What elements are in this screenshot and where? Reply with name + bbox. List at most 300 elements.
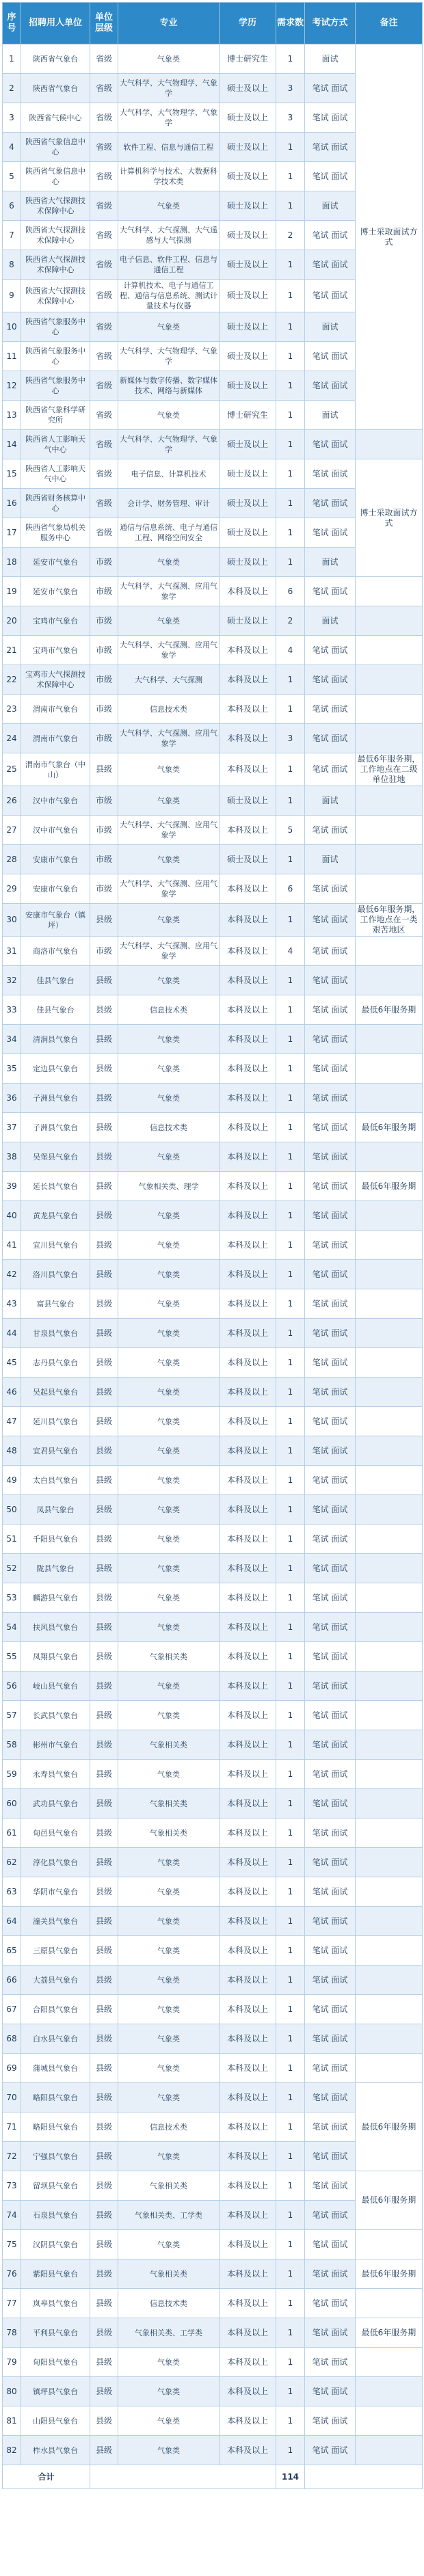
row-seq-cell: 1 (3, 44, 21, 74)
row-seq-cell: 22 (3, 665, 21, 695)
row-education-cell: 本科及以上 (220, 2406, 276, 2436)
row-quantity-cell: 1 (276, 518, 305, 548)
row-education-cell: 本科及以上 (220, 1995, 276, 2024)
row-quantity-cell: 1 (276, 1260, 305, 1289)
table-row (3, 459, 423, 489)
table-row (3, 1436, 423, 1466)
row-quantity-cell: 1 (276, 966, 305, 995)
row-major-cell: 大气科学、大气探测 (118, 665, 220, 695)
row-major-cell: 信息技术类 (118, 1113, 220, 1142)
row-seq-cell: 23 (3, 695, 21, 724)
table-row (3, 786, 423, 816)
row-note-cell: 最低6年服务期 (356, 2171, 423, 2230)
row-exam-cell: 面试 (305, 44, 356, 74)
row-education-cell: 本科及以上 (220, 1378, 276, 1407)
row-exam-cell: 笔试 面试 (305, 753, 356, 786)
table-row (3, 1142, 423, 1172)
row-exam-cell: 笔试 面试 (305, 1025, 356, 1054)
row-note-cell (356, 1672, 423, 1701)
row-quantity-cell: 1 (276, 1819, 305, 1848)
row-major-cell: 气象类 (118, 1378, 220, 1407)
row-exam-cell: 笔试 面试 (305, 1231, 356, 1260)
row-education-cell: 硕士及以上 (220, 74, 276, 103)
table-row (3, 1172, 423, 1201)
row-seq-cell: 44 (3, 1319, 21, 1348)
row-level-cell: 县级 (90, 1084, 118, 1113)
row-seq-cell: 64 (3, 1907, 21, 1936)
row-unit-cell: 陕西省人工影响天气中心 (21, 430, 90, 459)
row-unit-cell: 彬州市气象台 (21, 1730, 90, 1760)
table-row (3, 1466, 423, 1495)
row-education-cell: 硕士及以上 (220, 312, 276, 342)
row-note-cell (356, 1025, 423, 1054)
row-unit-cell: 陕西省大气探测技术保障中心 (21, 250, 90, 280)
row-seq-cell: 48 (3, 1436, 21, 1466)
row-quantity-cell: 1 (276, 1907, 305, 1936)
row-note-cell: 最低6年服务期，工作地点在二级单位驻地 (356, 753, 423, 786)
row-seq-cell: 41 (3, 1231, 21, 1260)
row-level-cell: 县级 (90, 2142, 118, 2171)
table-row (3, 966, 423, 995)
row-exam-cell: 笔试 面试 (305, 1848, 356, 1877)
row-level-cell: 省级 (90, 401, 118, 430)
row-education-cell: 本科及以上 (220, 1642, 276, 1672)
row-unit-cell: 宜川县气象台 (21, 1231, 90, 1260)
total-row (3, 2465, 423, 2489)
row-exam-cell: 笔试 面试 (305, 250, 356, 280)
row-exam-cell: 笔试 面试 (305, 2083, 356, 2112)
row-education-cell: 本科及以上 (220, 1936, 276, 1965)
row-education-cell: 本科及以上 (220, 1760, 276, 1789)
table-row (3, 1289, 423, 1319)
row-quantity-cell: 1 (276, 2377, 305, 2406)
row-level-cell: 县级 (90, 1965, 118, 1995)
row-level-cell: 县级 (90, 2054, 118, 2083)
row-seq-cell: 39 (3, 1172, 21, 1201)
row-seq-cell: 34 (3, 1025, 21, 1054)
row-education-cell: 硕士及以上 (220, 548, 276, 577)
row-note-cell: 博士采取面试方式 (356, 459, 423, 577)
row-unit-cell: 略阳县气象台 (21, 2112, 90, 2142)
row-education-cell: 本科及以上 (220, 1495, 276, 1525)
row-major-cell: 气象类 (118, 2436, 220, 2465)
row-major-cell: 气象类 (118, 2024, 220, 2054)
row-exam-cell: 面试 (305, 312, 356, 342)
row-seq-cell: 29 (3, 874, 21, 904)
row-exam-cell: 笔试 面试 (305, 2348, 356, 2377)
row-exam-cell: 笔试 面试 (305, 966, 356, 995)
row-note-cell (356, 1819, 423, 1848)
row-quantity-cell: 1 (276, 1319, 305, 1348)
row-exam-cell: 笔试 面试 (305, 1407, 356, 1436)
row-education-cell: 本科及以上 (220, 577, 276, 606)
row-exam-cell: 笔试 面试 (305, 1877, 356, 1907)
row-note-cell (356, 1583, 423, 1613)
row-quantity-cell: 1 (276, 1965, 305, 1995)
row-major-cell: 气象类 (118, 845, 220, 874)
row-unit-cell: 安康市气象台 (21, 874, 90, 904)
row-quantity-cell: 1 (276, 786, 305, 816)
row-unit-cell: 黄龙县气象台 (21, 1201, 90, 1231)
row-quantity-cell: 3 (276, 103, 305, 133)
row-seq-cell: 8 (3, 250, 21, 280)
row-unit-cell: 吴起县气象台 (21, 1378, 90, 1407)
row-seq-cell: 81 (3, 2406, 21, 2436)
row-major-cell: 计算机技术、电子与通信工程、通信与信息系统、测试计量技术与仪器 (118, 280, 220, 312)
row-education-cell: 本科及以上 (220, 995, 276, 1025)
row-level-cell: 县级 (90, 753, 118, 786)
row-exam-cell: 笔试 面试 (305, 937, 356, 966)
row-level-cell: 县级 (90, 2318, 118, 2348)
row-major-cell: 气象类 (118, 1672, 220, 1701)
row-note-cell (356, 2024, 423, 2054)
row-exam-cell: 笔试 面试 (305, 518, 356, 548)
row-level-cell: 省级 (90, 371, 118, 401)
row-education-cell: 硕士及以上 (220, 280, 276, 312)
row-note-cell (356, 636, 423, 665)
header-education: 学历 (220, 3, 276, 44)
row-seq-cell: 28 (3, 845, 21, 874)
row-seq-cell: 32 (3, 966, 21, 995)
row-quantity-cell: 1 (276, 753, 305, 786)
row-education-cell: 本科及以上 (220, 636, 276, 665)
row-unit-cell: 宝鸡市气象台 (21, 606, 90, 636)
row-seq-cell: 62 (3, 1848, 21, 1877)
row-exam-cell: 笔试 面试 (305, 1995, 356, 2024)
row-level-cell: 县级 (90, 1172, 118, 1201)
row-exam-cell: 面试 (305, 191, 356, 221)
row-education-cell: 硕士及以上 (220, 786, 276, 816)
row-exam-cell: 面试 (305, 548, 356, 577)
row-major-cell: 气象类 (118, 1407, 220, 1436)
row-seq-cell: 74 (3, 2201, 21, 2230)
row-major-cell: 气象类 (118, 1525, 220, 1554)
row-level-cell: 县级 (90, 2377, 118, 2406)
row-major-cell: 气象类 (118, 1436, 220, 1466)
row-education-cell: 本科及以上 (220, 665, 276, 695)
row-unit-cell: 陕西省气象科学研究所 (21, 401, 90, 430)
header-seq: 序号 (3, 3, 21, 44)
row-level-cell: 市级 (90, 606, 118, 636)
header-quantity: 需求数 (276, 3, 305, 44)
row-note-cell: 博士采取面试方式 (356, 44, 423, 430)
row-unit-cell: 陕西省气象服务中心 (21, 371, 90, 401)
row-level-cell: 市级 (90, 845, 118, 874)
row-quantity-cell: 1 (276, 1877, 305, 1907)
row-unit-cell: 陕西省气候中心 (21, 103, 90, 133)
row-exam-cell: 笔试 面试 (305, 2230, 356, 2259)
row-unit-cell: 延安市气象台 (21, 548, 90, 577)
row-seq-cell: 25 (3, 753, 21, 786)
row-note-cell: 最低6年服务期 (356, 1113, 423, 1142)
header-major: 专业 (118, 3, 220, 44)
row-exam-cell: 笔试 面试 (305, 1789, 356, 1819)
row-major-cell: 气象类 (118, 1907, 220, 1936)
row-seq-cell: 65 (3, 1936, 21, 1965)
row-major-cell: 气象类 (118, 1995, 220, 2024)
row-quantity-cell: 3 (276, 724, 305, 753)
row-unit-cell: 陕西省大气探测技术保障中心 (21, 280, 90, 312)
table-row (3, 1495, 423, 1525)
row-level-cell: 县级 (90, 1466, 118, 1495)
row-unit-cell: 旬阳县气象台 (21, 2348, 90, 2377)
row-level-cell: 县级 (90, 1142, 118, 1172)
row-major-cell: 气象相关类 (118, 1642, 220, 1672)
row-note-cell (356, 2406, 423, 2436)
row-exam-cell: 笔试 面试 (305, 1819, 356, 1848)
row-seq-cell: 27 (3, 816, 21, 845)
row-seq-cell: 70 (3, 2083, 21, 2112)
table-row (3, 1260, 423, 1289)
row-quantity-cell: 1 (276, 1084, 305, 1113)
table-row (3, 1760, 423, 1789)
row-exam-cell: 笔试 面试 (305, 1084, 356, 1113)
row-note-cell (356, 2230, 423, 2259)
row-exam-cell: 笔试 面试 (305, 1936, 356, 1965)
row-unit-cell: 陕西省气象信息中心 (21, 162, 90, 191)
row-exam-cell: 笔试 面试 (305, 2289, 356, 2318)
row-seq-cell: 57 (3, 1701, 21, 1730)
row-seq-cell: 60 (3, 1789, 21, 1819)
row-seq-cell: 80 (3, 2377, 21, 2406)
row-quantity-cell: 1 (276, 1113, 305, 1142)
row-level-cell: 省级 (90, 489, 118, 518)
row-note-cell: 最低6年服务期 (356, 2083, 423, 2171)
row-note-cell (356, 1848, 423, 1877)
row-unit-cell: 柞水县气象台 (21, 2436, 90, 2465)
row-exam-cell: 笔试 面试 (305, 2436, 356, 2465)
row-unit-cell: 陕西省大气探测技术保障中心 (21, 191, 90, 221)
row-level-cell: 县级 (90, 966, 118, 995)
row-quantity-cell: 1 (276, 2054, 305, 2083)
row-quantity-cell: 1 (276, 2201, 305, 2230)
row-exam-cell: 笔试 面试 (305, 1760, 356, 1789)
row-quantity-cell: 1 (276, 548, 305, 577)
table-row (3, 1701, 423, 1730)
row-education-cell: 本科及以上 (220, 2142, 276, 2171)
row-level-cell: 县级 (90, 1701, 118, 1730)
row-note-cell (356, 2054, 423, 2083)
table-row (3, 1054, 423, 1084)
row-quantity-cell: 1 (276, 1936, 305, 1965)
row-seq-cell: 53 (3, 1583, 21, 1613)
row-major-cell: 计算机科学与技术、大数据科学技术类 (118, 162, 220, 191)
table-row (3, 2406, 423, 2436)
row-seq-cell: 14 (3, 430, 21, 459)
row-seq-cell: 42 (3, 1260, 21, 1289)
row-education-cell: 硕士及以上 (220, 221, 276, 250)
row-seq-cell: 13 (3, 401, 21, 430)
row-unit-cell: 长武县气象台 (21, 1701, 90, 1730)
row-major-cell: 气象类 (118, 2142, 220, 2171)
row-level-cell: 县级 (90, 2230, 118, 2259)
row-seq-cell: 17 (3, 518, 21, 548)
row-unit-cell: 安康市气象台 (21, 845, 90, 874)
row-level-cell: 县级 (90, 1877, 118, 1907)
row-quantity-cell: 1 (276, 401, 305, 430)
row-exam-cell: 笔试 面试 (305, 1730, 356, 1760)
table-row (3, 2171, 423, 2201)
row-exam-cell: 笔试 面试 (305, 74, 356, 103)
row-seq-cell: 16 (3, 489, 21, 518)
row-exam-cell: 笔试 面试 (305, 1260, 356, 1289)
row-major-cell: 气象类 (118, 1613, 220, 1642)
row-note-cell (356, 577, 423, 606)
row-unit-cell: 留坝县气象台 (21, 2171, 90, 2201)
row-seq-cell: 4 (3, 133, 21, 162)
table-row (3, 995, 423, 1025)
total-empty (305, 2465, 423, 2489)
row-seq-cell: 10 (3, 312, 21, 342)
row-note-cell (356, 606, 423, 636)
row-note-cell (356, 786, 423, 816)
row-level-cell: 省级 (90, 191, 118, 221)
row-unit-cell: 永寿县气象台 (21, 1760, 90, 1789)
row-exam-cell: 笔试 面试 (305, 2406, 356, 2436)
row-level-cell: 省级 (90, 133, 118, 162)
row-unit-cell: 陕西省人工影响天气中心 (21, 459, 90, 489)
row-unit-cell: 志丹县气象台 (21, 1348, 90, 1378)
row-quantity-cell: 2 (276, 221, 305, 250)
table-row (3, 577, 423, 606)
row-major-cell: 气象类 (118, 1554, 220, 1583)
row-quantity-cell: 1 (276, 1613, 305, 1642)
row-seq-cell: 26 (3, 786, 21, 816)
row-exam-cell: 笔试 面试 (305, 1113, 356, 1142)
row-education-cell: 本科及以上 (220, 1025, 276, 1054)
row-major-cell: 大气科学、大气探测、应用气象学 (118, 636, 220, 665)
row-quantity-cell: 1 (276, 2289, 305, 2318)
table-row (3, 636, 423, 665)
row-seq-cell: 78 (3, 2318, 21, 2348)
row-exam-cell: 笔试 面试 (305, 430, 356, 459)
row-education-cell: 本科及以上 (220, 1054, 276, 1084)
row-unit-cell: 渭南市气象台 (21, 724, 90, 753)
row-quantity-cell: 1 (276, 1642, 305, 1672)
table-row (3, 1907, 423, 1936)
row-level-cell: 县级 (90, 1201, 118, 1231)
row-quantity-cell: 1 (276, 1201, 305, 1231)
row-exam-cell: 笔试 面试 (305, 995, 356, 1025)
row-note-cell (356, 430, 423, 459)
row-level-cell: 县级 (90, 1730, 118, 1760)
row-major-cell: 气象类 (118, 2083, 220, 2112)
row-major-cell: 大气科学、大气探测、应用气象学 (118, 724, 220, 753)
row-major-cell: 新媒体与数字传播、数字媒体技术、网络与新媒体 (118, 371, 220, 401)
row-quantity-cell: 1 (276, 1554, 305, 1583)
row-unit-cell: 佳县气象台 (21, 995, 90, 1025)
row-seq-cell: 56 (3, 1672, 21, 1701)
row-unit-cell: 陕西省气象局机关服务中心 (21, 518, 90, 548)
row-major-cell: 信息技术类 (118, 2112, 220, 2142)
row-unit-cell: 延安市气象台 (21, 577, 90, 606)
row-level-cell: 县级 (90, 2171, 118, 2201)
row-education-cell: 本科及以上 (220, 1231, 276, 1260)
recruitment-table (2, 2, 423, 2489)
row-major-cell: 信息技术类 (118, 2289, 220, 2318)
table-header-row (3, 3, 423, 44)
row-level-cell: 县级 (90, 1113, 118, 1142)
row-seq-cell: 24 (3, 724, 21, 753)
table-row (3, 2024, 423, 2054)
row-note-cell (356, 1525, 423, 1554)
row-level-cell: 县级 (90, 1407, 118, 1436)
row-level-cell: 市级 (90, 695, 118, 724)
row-major-cell: 气象类 (118, 1084, 220, 1113)
row-education-cell: 本科及以上 (220, 2112, 276, 2142)
row-exam-cell: 笔试 面试 (305, 1642, 356, 1672)
row-education-cell: 硕士及以上 (220, 133, 276, 162)
row-unit-cell: 子洲县气象台 (21, 1084, 90, 1113)
table-row (3, 695, 423, 724)
row-education-cell: 本科及以上 (220, 1848, 276, 1877)
row-major-cell: 气象相关类、工学类 (118, 2318, 220, 2348)
row-seq-cell: 9 (3, 280, 21, 312)
row-exam-cell: 面试 (305, 845, 356, 874)
row-exam-cell: 笔试 面试 (305, 874, 356, 904)
row-quantity-cell: 1 (276, 665, 305, 695)
row-exam-cell: 笔试 面试 (305, 1672, 356, 1701)
row-exam-cell: 笔试 面试 (305, 2024, 356, 2054)
row-level-cell: 县级 (90, 1378, 118, 1407)
row-major-cell: 气象类 (118, 1260, 220, 1289)
row-seq-cell: 37 (3, 1113, 21, 1142)
table-row (3, 1789, 423, 1819)
row-exam-cell: 笔试 面试 (305, 1466, 356, 1495)
row-major-cell: 气象类 (118, 44, 220, 74)
row-exam-cell: 笔试 面试 (305, 1583, 356, 1613)
row-unit-cell: 大荔县气象台 (21, 1965, 90, 1995)
row-note-cell (356, 1701, 423, 1730)
row-level-cell: 县级 (90, 1525, 118, 1554)
row-level-cell: 县级 (90, 1672, 118, 1701)
row-exam-cell: 笔试 面试 (305, 1613, 356, 1642)
row-unit-cell: 淳化县气象台 (21, 1848, 90, 1877)
table-row (3, 1201, 423, 1231)
row-education-cell: 本科及以上 (220, 2054, 276, 2083)
table-row (3, 1113, 423, 1142)
row-exam-cell: 笔试 面试 (305, 2318, 356, 2348)
row-level-cell: 省级 (90, 162, 118, 191)
row-note-cell (356, 695, 423, 724)
row-quantity-cell: 1 (276, 133, 305, 162)
row-major-cell: 气象类 (118, 1348, 220, 1378)
row-note-cell (356, 1319, 423, 1348)
row-quantity-cell: 1 (276, 2406, 305, 2436)
row-seq-cell: 47 (3, 1407, 21, 1436)
row-note-cell (356, 2377, 423, 2406)
row-note-cell (356, 937, 423, 966)
row-major-cell: 气象相关类 (118, 1730, 220, 1760)
row-seq-cell: 69 (3, 2054, 21, 2083)
row-unit-cell: 武功县气象台 (21, 1789, 90, 1819)
table-row (3, 816, 423, 845)
row-seq-cell: 71 (3, 2112, 21, 2142)
table-row (3, 2348, 423, 2377)
row-exam-cell: 笔试 面试 (305, 1348, 356, 1378)
row-unit-cell: 略阳县气象台 (21, 2083, 90, 2112)
row-quantity-cell: 3 (276, 74, 305, 103)
row-level-cell: 县级 (90, 2201, 118, 2230)
row-quantity-cell: 1 (276, 1466, 305, 1495)
table-row (3, 1231, 423, 1260)
table-row (3, 1025, 423, 1054)
row-exam-cell: 笔试 面试 (305, 280, 356, 312)
row-quantity-cell: 6 (276, 874, 305, 904)
row-quantity-cell: 1 (276, 280, 305, 312)
row-seq-cell: 7 (3, 221, 21, 250)
row-seq-cell: 21 (3, 636, 21, 665)
